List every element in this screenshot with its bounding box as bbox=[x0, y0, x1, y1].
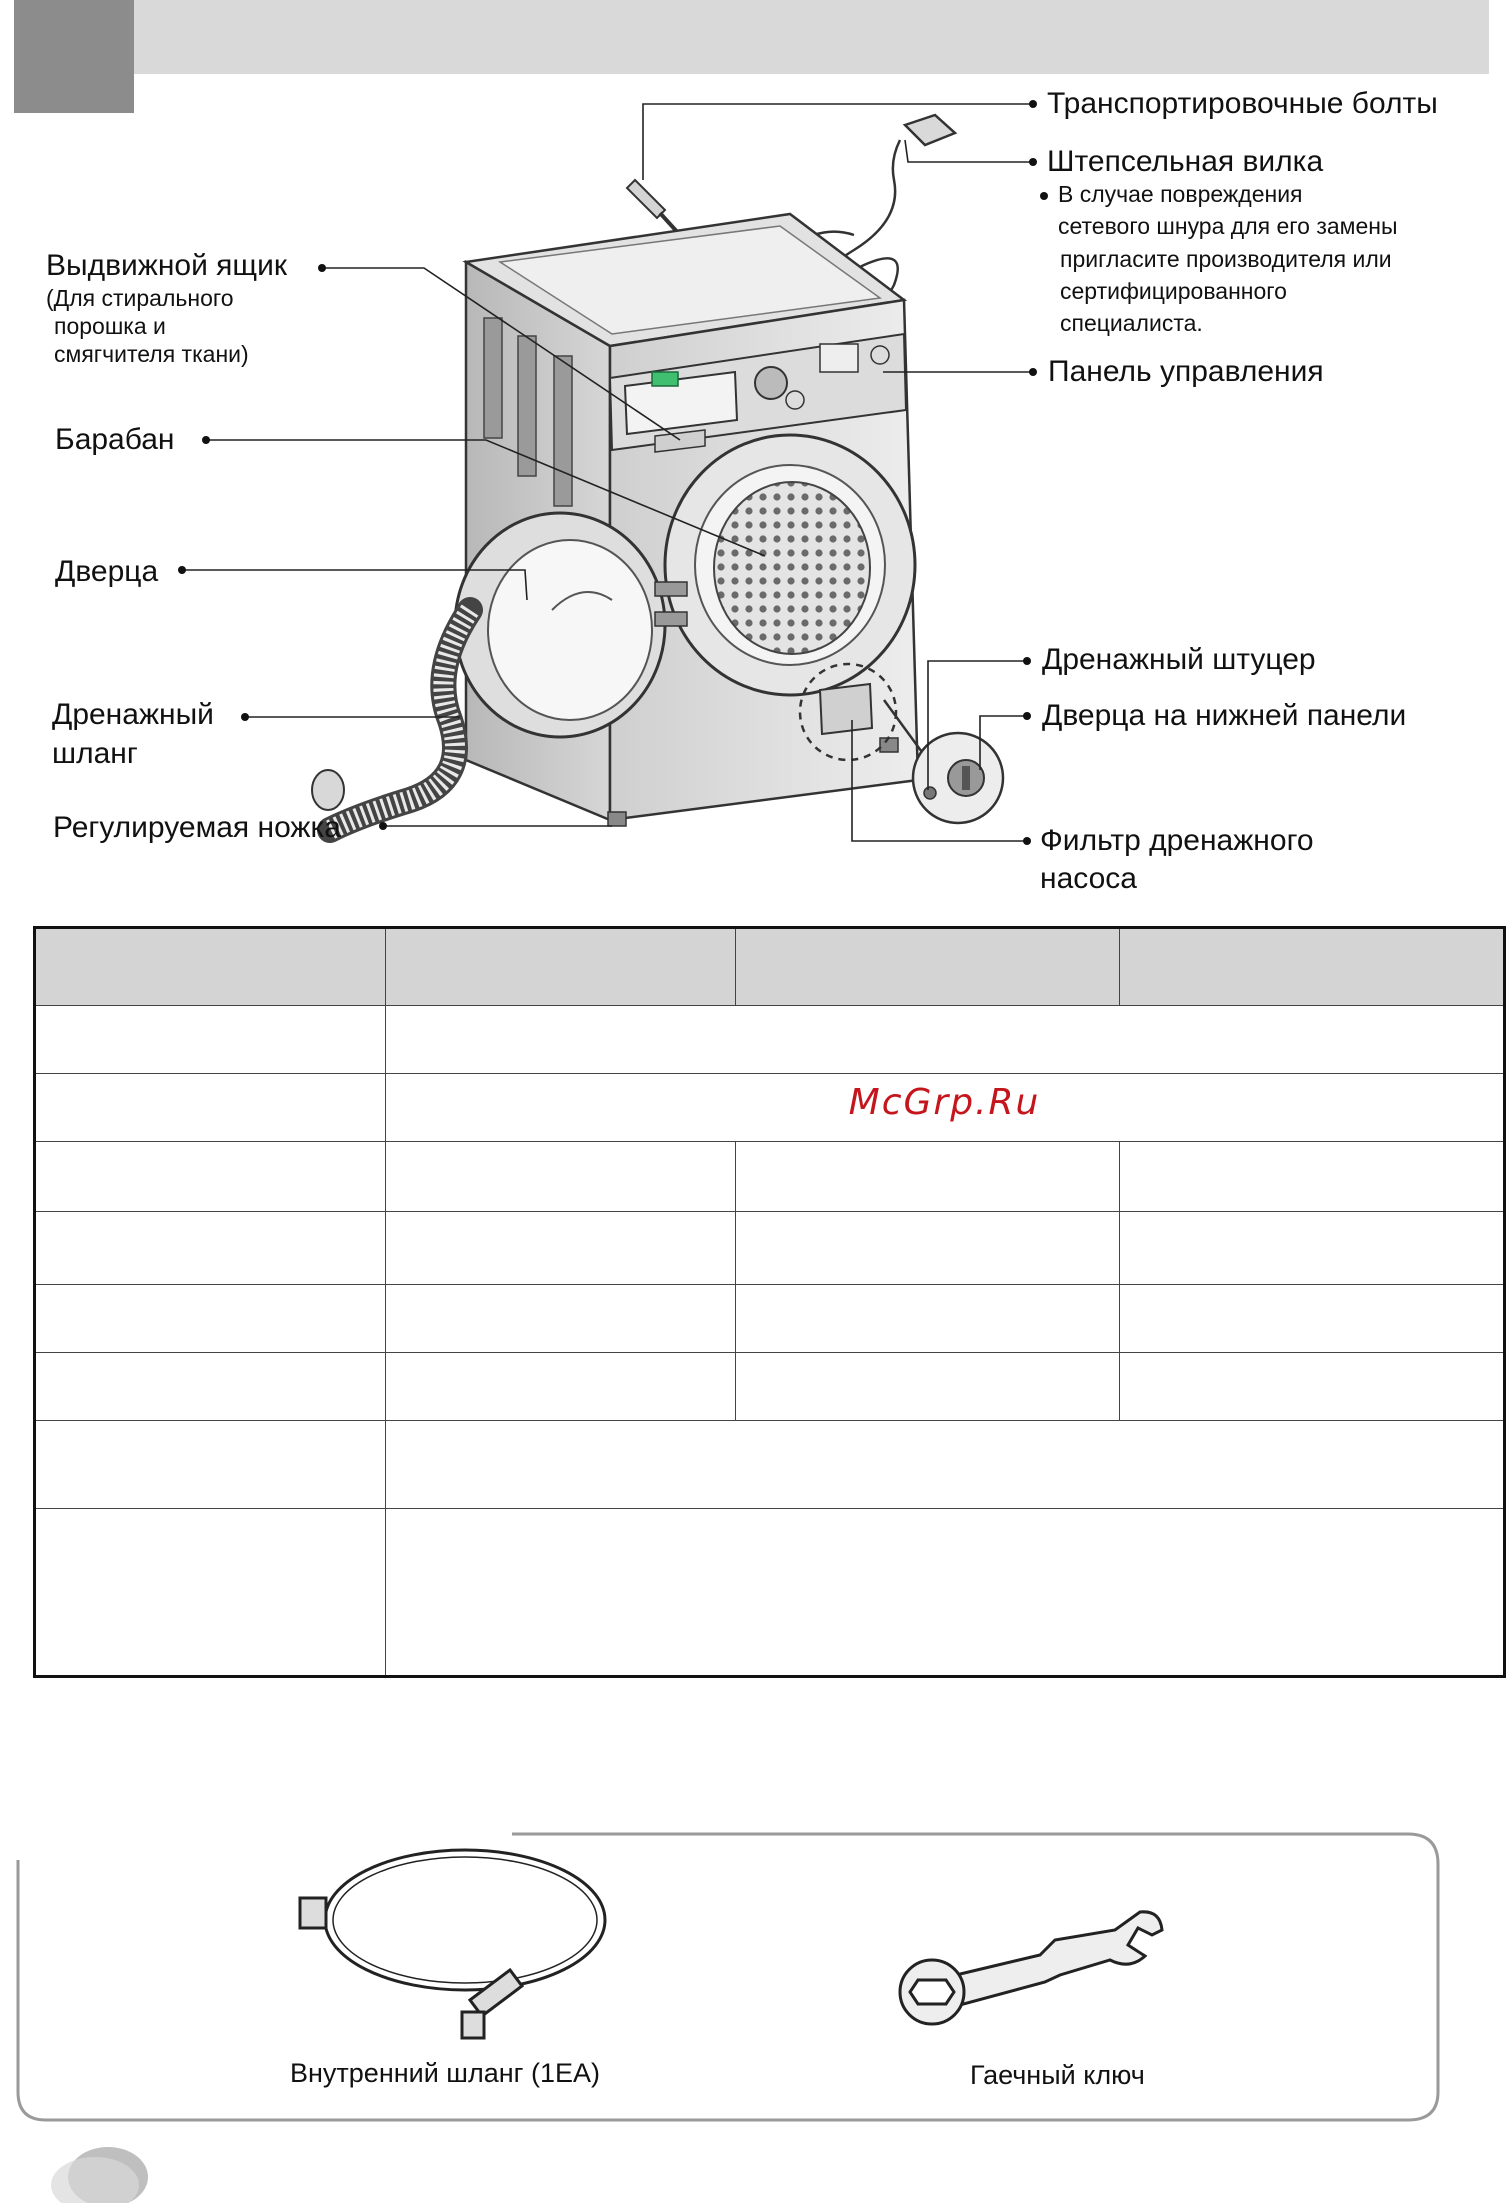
plug-note-line: В случае повреждения bbox=[1058, 181, 1303, 207]
washer-diagram bbox=[0, 0, 1507, 920]
lower-panel-door-icon bbox=[820, 684, 872, 734]
table-cell bbox=[386, 1285, 736, 1353]
table-cell bbox=[386, 1421, 1503, 1509]
table-cell bbox=[1120, 1212, 1503, 1285]
label-door: Дверца bbox=[55, 555, 159, 588]
table-header-cell bbox=[386, 929, 736, 1006]
display-icon bbox=[820, 344, 858, 372]
label-drain-hose: Дренажный bbox=[52, 698, 214, 731]
program-dial-icon bbox=[755, 367, 787, 399]
table-cell bbox=[36, 1074, 386, 1142]
table-cell bbox=[36, 1421, 386, 1509]
label-transport-bolts: Транспортировочные болты bbox=[1047, 87, 1438, 120]
table-cell bbox=[386, 1074, 1503, 1142]
label-lower-panel-door: Дверца на нижней панели bbox=[1042, 699, 1407, 732]
label-drum: Барабан bbox=[55, 423, 175, 456]
table-cell bbox=[36, 1006, 386, 1074]
table-header-cell bbox=[1120, 929, 1503, 1006]
label-pump-filter: Фильтр дренажного bbox=[1040, 824, 1314, 857]
table-cell bbox=[386, 1353, 736, 1421]
label-adjustable-foot: Регулируемая ножка bbox=[53, 811, 341, 844]
drawer-note-line: порошка и bbox=[54, 313, 166, 339]
label-drain-hose: шланг bbox=[52, 737, 138, 770]
drain-hose-icon bbox=[330, 610, 470, 830]
plug-note-line: специалиста. bbox=[1060, 310, 1203, 336]
table-cell bbox=[736, 1212, 1120, 1285]
table-cell bbox=[1120, 1285, 1503, 1353]
watermark: McGrp.Ru bbox=[848, 1082, 1041, 1123]
table-cell bbox=[386, 1212, 736, 1285]
table-cell bbox=[36, 1285, 386, 1353]
label-pump-filter: насоса bbox=[1040, 862, 1137, 895]
table-cell bbox=[1120, 1353, 1503, 1421]
label-plug: Штепсельная вилка bbox=[1047, 145, 1324, 178]
table-cell bbox=[1120, 1142, 1503, 1212]
transport-bolt-icon bbox=[627, 180, 680, 235]
plug-note-line: пригласите производителя или bbox=[1060, 246, 1392, 272]
wrench-icon bbox=[900, 1912, 1162, 2024]
table-header-cell bbox=[736, 929, 1120, 1006]
label-drain-nozzle: Дренажный штуцер bbox=[1042, 643, 1316, 676]
drain-nozzle-icon bbox=[924, 787, 936, 799]
table-header-cell bbox=[36, 929, 386, 1006]
inlet-hose-icon bbox=[300, 1850, 605, 2038]
wrench-label: Гаечный ключ bbox=[970, 2060, 1145, 2090]
adjustable-foot-icon bbox=[608, 812, 626, 826]
accessories-panel bbox=[0, 1820, 1507, 2203]
table-cell bbox=[36, 1509, 386, 1675]
plug-note-line: сертифицированного bbox=[1060, 278, 1287, 304]
plug-note-line: сетевого шнура для его замены bbox=[1058, 213, 1398, 239]
label-control-panel: Панель управления bbox=[1048, 355, 1324, 388]
table-cell bbox=[386, 1509, 1503, 1675]
spec-table bbox=[33, 926, 1506, 1678]
drawer-note-line: смягчителя ткани) bbox=[54, 341, 249, 367]
table-cell bbox=[36, 1212, 386, 1285]
table-cell bbox=[736, 1353, 1120, 1421]
table-cell bbox=[736, 1285, 1120, 1353]
drawer-note-line: (Для стирального bbox=[46, 285, 234, 311]
table-cell bbox=[736, 1142, 1120, 1212]
table-cell bbox=[386, 1142, 736, 1212]
table-cell bbox=[36, 1142, 386, 1212]
table-cell bbox=[36, 1353, 386, 1421]
table-cell bbox=[386, 1006, 1503, 1074]
inlet-hose-label: Внутренний шланг (1EA) bbox=[290, 2058, 601, 2088]
label-drawer: Выдвижной ящик bbox=[46, 249, 287, 282]
drum-icon bbox=[714, 482, 870, 654]
